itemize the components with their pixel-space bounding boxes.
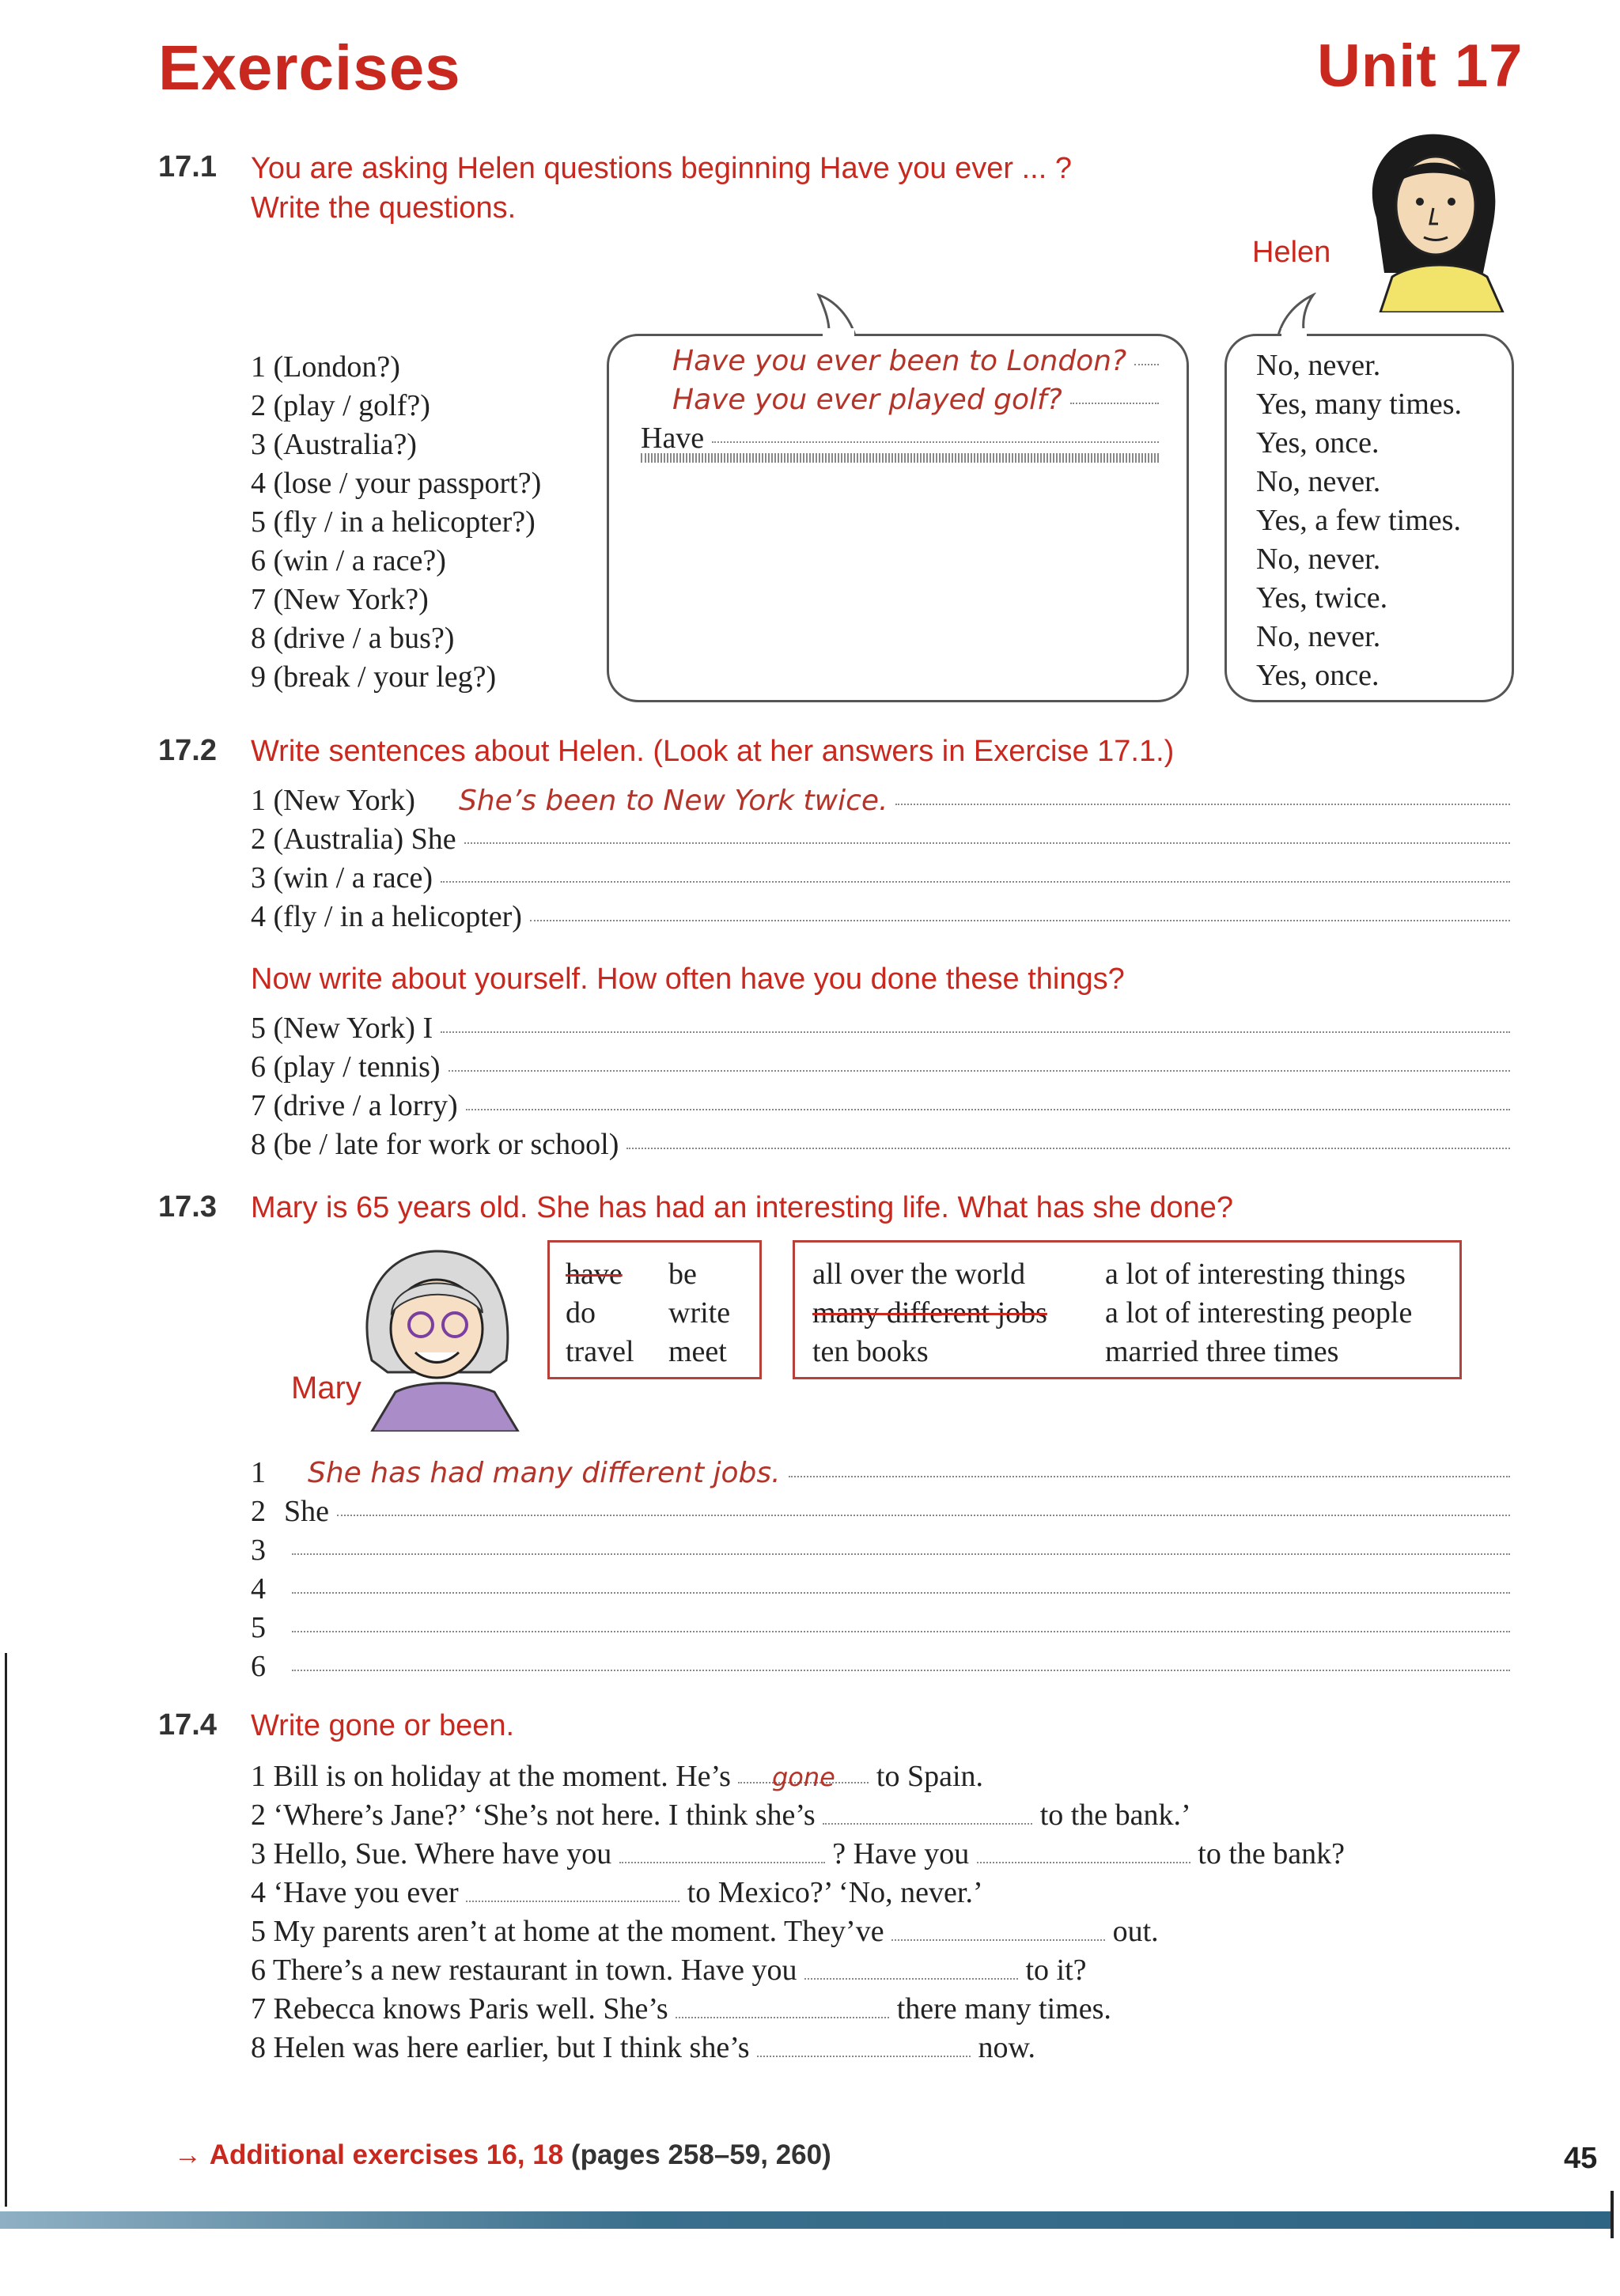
gap-sentence: [251, 1835, 1345, 1874]
cue-label: 8 (be / late for work or school): [251, 1128, 619, 1161]
helen-answer: No, never.: [1256, 543, 1381, 576]
answer-line[interactable]: [251, 1048, 1510, 1087]
sentence-text: 8 Helen was here earlier, but I think she’s: [251, 2031, 750, 2064]
verb-word: be: [668, 1258, 697, 1291]
answer-line[interactable]: [251, 898, 1510, 936]
sentence-text: 6 There’s a new restaurant in town. Have you: [251, 1954, 797, 1987]
instruction-line: You are asking Helen questions beginning Have you ever ... ?: [251, 152, 1072, 185]
helen-label: Helen: [1252, 236, 1331, 269]
exercise-number-17-1: 17.1: [158, 150, 217, 183]
yourself-sentence-lines: [251, 1009, 1510, 1164]
sentence-text: 2 ‘Where’s Jane?’ ‘She’s not here. I think she’s: [251, 1799, 816, 1832]
gap-blank[interactable]: [977, 1838, 1190, 1863]
cue-label: 2 (Australia) She: [251, 823, 456, 856]
mary-label: Mary: [291, 1371, 361, 1405]
answer-line[interactable]: [641, 466, 1159, 467]
cue-list: [251, 348, 541, 697]
exercise-instruction-17-3: Mary is 65 years old. She has had an interesting life. What has she done?: [251, 1191, 1234, 1224]
sentence-text: to Spain.: [876, 1760, 984, 1793]
verb-word: meet: [668, 1335, 727, 1368]
line-number: 6: [251, 1650, 266, 1683]
line-number: 5: [251, 1611, 266, 1644]
phrase: ten books: [812, 1335, 929, 1368]
handwritten-answer: Have you ever played golf?: [672, 384, 1062, 416]
cue-item: 6 (win / a race?): [251, 544, 446, 577]
helen-answer: No, never.: [1256, 465, 1381, 498]
page-number: 45: [1564, 2142, 1598, 2175]
phrase: married three times: [1105, 1335, 1339, 1368]
sentence-text: there many times.: [896, 1992, 1111, 2026]
line-number: 1: [251, 1456, 266, 1489]
answer-line[interactable]: [251, 1647, 1510, 1686]
answer-line[interactable]: [251, 820, 1510, 859]
gap-blank[interactable]: [757, 2032, 971, 2057]
sentence-text: 1 Bill is on holiday at the moment. He’s: [251, 1760, 731, 1793]
cue-item: 7 (New York?): [251, 583, 429, 616]
cue-label: 3 (win / a race): [251, 861, 433, 895]
phrase: many different jobs: [812, 1296, 1047, 1330]
gap-sentence: [251, 1757, 1345, 1796]
instruction-line: Write the questions.: [251, 191, 517, 225]
helen-answer: No, never.: [1256, 620, 1381, 653]
exercise-number-17-3: 17.3: [158, 1190, 217, 1224]
handwritten-answer: Have you ever been to London?: [672, 345, 1127, 377]
verb-word: travel: [566, 1335, 634, 1368]
sentence-text: now.: [978, 2031, 1036, 2064]
gap-blank[interactable]: gone: [738, 1758, 869, 1783]
answer-line[interactable]: [251, 1570, 1510, 1609]
sentence-text: to it?: [1025, 1954, 1087, 1987]
bubble-tail-joint: [1281, 328, 1307, 339]
answer-line[interactable]: [251, 1609, 1510, 1647]
answer-line[interactable]: [251, 1492, 1510, 1531]
mary-sentence-lines: [251, 1454, 1510, 1686]
cue-item: 4 (lose / your passport?): [251, 467, 542, 500]
gap-fill-sentences: [251, 1757, 1345, 2067]
answer-prefix: Have: [641, 422, 705, 455]
unit-label: Unit 17: [1317, 32, 1523, 100]
cue-label: 4 (fly / in a helicopter): [251, 900, 522, 933]
line-number: 4: [251, 1572, 266, 1606]
footer-reference: [174, 2139, 831, 2171]
sentence-text: to Mexico?’ ‘No, never.’: [687, 1876, 983, 1909]
answer-line[interactable]: [641, 419, 1159, 458]
exercise-instruction-17-1: [251, 149, 1072, 228]
gap-blank[interactable]: [823, 1799, 1032, 1825]
verb-box: [547, 1240, 762, 1379]
verb-word: do: [566, 1296, 596, 1330]
handwritten-answer: She has had many different jobs.: [308, 1457, 781, 1489]
exercise-number-17-4: 17.4: [158, 1708, 217, 1742]
phrase: a lot of interesting people: [1105, 1296, 1413, 1330]
cue-item: 1 (London?): [251, 350, 400, 384]
gap-sentence: [251, 1951, 1345, 1990]
cue-item: 3 (Australia?): [251, 428, 417, 461]
bubble-tail-joint: [823, 328, 854, 339]
sentence-text: to the bank?: [1198, 1837, 1345, 1870]
cue-item: 8 (drive / a bus?): [251, 622, 455, 655]
gap-sentence: [251, 1796, 1345, 1835]
answer-line[interactable]: [641, 380, 1159, 419]
answer-line[interactable]: [251, 1087, 1510, 1125]
sentence-text: ? Have you: [832, 1837, 970, 1870]
verb-word: write: [668, 1296, 731, 1330]
answer-line[interactable]: [251, 781, 1510, 820]
gap-blank[interactable]: [804, 1954, 1018, 1980]
cue-label: 7 (drive / a lorry): [251, 1089, 458, 1122]
page-title: Exercises: [158, 32, 461, 103]
page-edge-mark: [5, 1653, 7, 2207]
footer-bar: [0, 2211, 1614, 2229]
helen-answer: Yes, once.: [1256, 426, 1380, 460]
gap-blank[interactable]: [619, 1838, 825, 1863]
phrase-box: [793, 1240, 1462, 1379]
gap-sentence: [251, 2029, 1345, 2067]
mary-illustration: [348, 1242, 530, 1432]
helen-answer: No, never.: [1256, 349, 1381, 382]
gap-blank[interactable]: [466, 1877, 679, 1902]
sentence-text: 7 Rebecca knows Paris well. She’s: [251, 1992, 668, 2026]
sentence-text: 5 My parents aren’t at home at the moment. They’ve: [251, 1915, 884, 1948]
cue-item: 9 (break / your leg?): [251, 660, 497, 694]
additional-exercises-link[interactable]: Additional exercises 16, 18: [209, 2139, 564, 2170]
phrase: a lot of interesting things: [1105, 1258, 1406, 1291]
line-number: 2: [251, 1495, 266, 1528]
sentence-text: to the bank.’: [1039, 1799, 1191, 1832]
exercise-instruction-17-4: Write gone or been.: [251, 1709, 515, 1742]
phrase: all over the world: [812, 1258, 1026, 1291]
helen-answer: Yes, a few times.: [1256, 504, 1461, 537]
helen-answer: Yes, once.: [1256, 659, 1380, 692]
cue-label: 5 (New York) I: [251, 1012, 433, 1045]
arrow-icon: →: [174, 2139, 202, 2170]
gap-sentence: [251, 1912, 1345, 1951]
gap-blank[interactable]: [891, 1916, 1105, 1941]
gap-sentence: [251, 1874, 1345, 1912]
answer-line[interactable]: [641, 342, 1159, 380]
cue-label: 6 (play / tennis): [251, 1050, 441, 1084]
page-reference: (pages 258–59, 260): [570, 2139, 831, 2170]
cue-item: 2 (play / golf?): [251, 389, 430, 422]
helen-answer: Yes, many times.: [1256, 388, 1463, 421]
exercise-instruction-17-2b: Now write about yourself. How often have you done these things?: [251, 963, 1125, 996]
answer-line[interactable]: [251, 1009, 1510, 1048]
sentence-text: 4 ‘Have you ever: [251, 1876, 459, 1909]
answer-line[interactable]: [251, 859, 1510, 898]
handwritten-answer: She’s been to New York twice.: [458, 785, 888, 817]
answer-line[interactable]: [251, 1531, 1510, 1570]
answer-prefix: She: [284, 1495, 329, 1528]
answer-line[interactable]: [251, 1454, 1510, 1492]
line-number: 3: [251, 1534, 266, 1567]
page-edge-mark: [1611, 2191, 1614, 2238]
helen-answers: [1256, 346, 1462, 695]
sentence-text: out.: [1112, 1915, 1159, 1948]
gap-blank[interactable]: [676, 1993, 889, 2018]
sentence-text: 3 Hello, Sue. Where have you: [251, 1837, 612, 1870]
exercise-number-17-2: 17.2: [158, 734, 217, 767]
question-lines: [641, 342, 1159, 467]
gap-sentence: [251, 1990, 1345, 2029]
verb-word: have: [566, 1258, 623, 1291]
exercise-instruction-17-2: Write sentences about Helen. (Look at her answers in Exercise 17.1.): [251, 735, 1175, 768]
cue-label: 1 (New York): [251, 784, 415, 817]
helen-illustration: [1345, 123, 1519, 312]
cue-item: 5 (fly / in a helicopter?): [251, 505, 536, 539]
helen-answer: Yes, twice.: [1256, 581, 1388, 615]
answer-line[interactable]: [251, 1125, 1510, 1164]
helen-sentence-lines: [251, 781, 1510, 936]
